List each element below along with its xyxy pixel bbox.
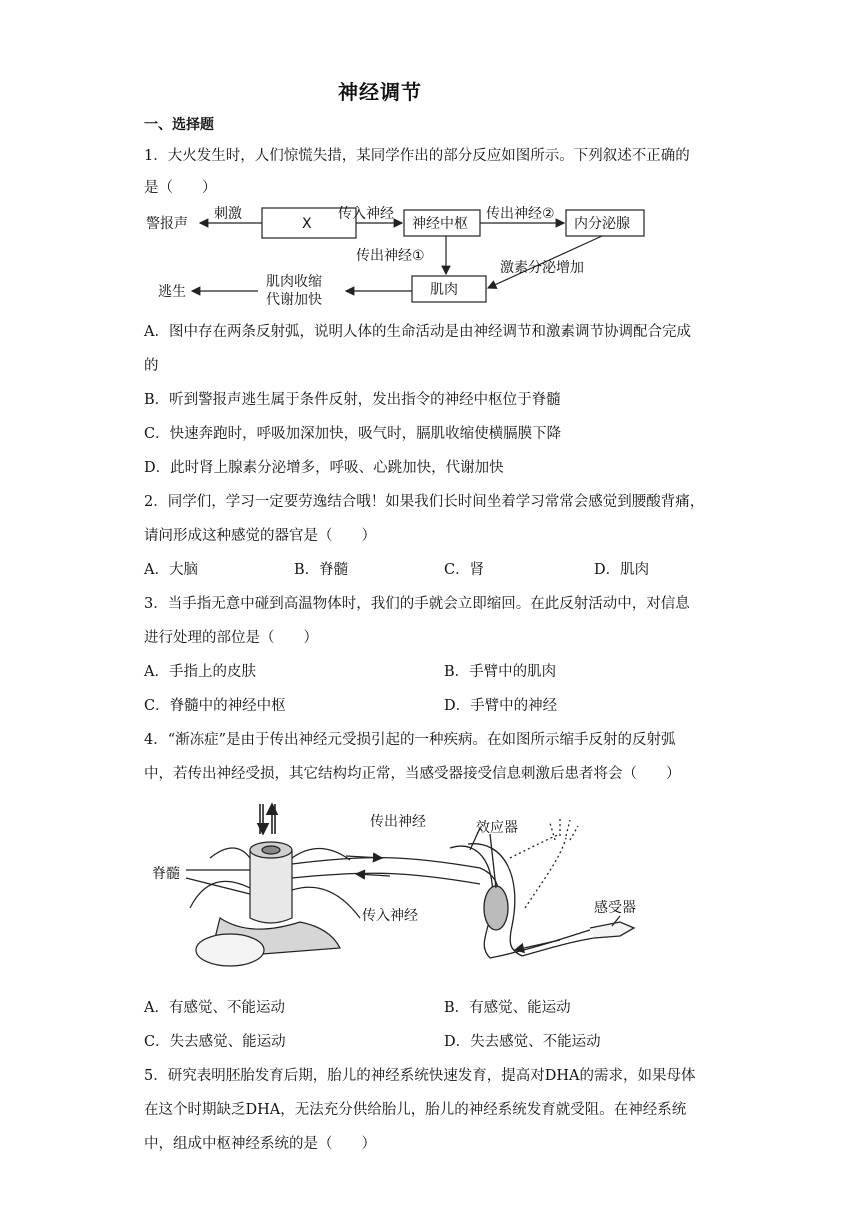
q5-stem-line-2: 在这个时期缺乏DHA，无法充分供给胎儿，胎儿的神经系统发育就受阻。在神经系统	[144, 1102, 687, 1118]
label-escape: 逃生	[158, 284, 186, 300]
label-efferent-nerve: 传出神经	[370, 814, 426, 830]
q2-option-c: C．肾	[444, 562, 485, 578]
spinal-cord-drawing	[190, 842, 360, 966]
q3-option-b: B．手臂中的肌肉	[444, 664, 557, 680]
q4-option-c: C．失去感觉、能运动	[144, 1034, 286, 1050]
q3-stem-line-2: 进行处理的部位是（ ）	[144, 630, 318, 646]
q1-option-a-line-1: A．图中存在两条反射弧，说明人体的生命活动是由神经调节和激素调节协调配合完成	[144, 324, 691, 340]
q4-option-d: D．失去感觉、不能运动	[444, 1034, 601, 1050]
q1-stem-line-1: 1．大火发生时，人们惊慌失措，某同学作出的部分反应如图所示。下列叙述不正确的	[144, 148, 690, 164]
q4-stem-line-1: 4．“渐冻症”是由于传出神经元受损引起的一种疾病。在如图所示缩手反射的反射弧	[144, 732, 676, 748]
section-heading: 一、选择题	[144, 117, 214, 133]
q2-option-b: B．脊髓	[294, 562, 349, 578]
q3-option-c: C．脊髓中的神经中枢	[144, 698, 286, 714]
q1-option-b: B．听到警报声逃生属于条件反射，发出指令的神经中枢位于脊髓	[144, 392, 561, 408]
label-efferent-2: 传出神经②	[486, 206, 555, 222]
q1-flow-diagram	[140, 198, 660, 310]
label-alarm: 警报声	[146, 216, 188, 232]
label-efferent-1: 传出神经①	[356, 248, 425, 264]
q2-stem-line-2: 请问形成这种感觉的器官是（ ）	[144, 528, 376, 544]
page-title: 神经调节	[338, 80, 422, 104]
label-center: 神经中枢	[412, 216, 468, 232]
label-spinal-cord: 脊髓	[152, 866, 180, 882]
q1-option-c: C．快速奔跑时，呼吸加深加快，吸气时，膈肌收缩使横膈膜下降	[144, 426, 562, 442]
q3-stem-line-1: 3．当手指无意中碰到高温物体时，我们的手就会立即缩回。在此反射活动中，对信息	[144, 596, 690, 612]
q1-option-a-line-2: 的	[144, 358, 159, 374]
label-gland: 内分泌腺	[574, 216, 630, 232]
q2-stem-line-1: 2．同学们，学习一定要劳逸结合哦！如果我们长时间坐着学习常常会感觉到腰酸背痛，	[144, 494, 705, 510]
q3-option-a: A．手指上的皮肤	[144, 664, 256, 680]
label-muscle-effect-1: 肌肉收缩	[266, 274, 322, 290]
q2-option-d: D．肌肉	[594, 562, 650, 578]
q4-option-a: A．有感觉、不能运动	[144, 1000, 285, 1016]
label-muscle-effect-2: 代谢加快	[266, 292, 322, 308]
label-effector: 效应器	[476, 820, 518, 836]
q4-option-b: B．有感觉、能运动	[444, 1000, 571, 1016]
label-x: X	[302, 216, 312, 232]
q1-option-d: D．此时肾上腺素分泌增多，呼吸、心跳加快，代谢加快	[144, 460, 504, 476]
label-afferent: 传入神经	[338, 206, 394, 222]
q4-stem-line-2: 中，若传出神经受损，其它结构均正常，当感受器接受信息刺激后患者将会（ ）	[144, 766, 681, 782]
label-stimulus: 刺激	[214, 206, 242, 222]
reflex-arc-figure	[150, 798, 650, 978]
q2-option-a: A．大脑	[144, 562, 198, 578]
label-afferent-nerve: 传入神经	[362, 908, 418, 924]
q1-stem-line-2: 是（ ）	[144, 180, 217, 196]
q5-stem-line-3: 中，组成中枢神经系统的是（ ）	[144, 1136, 376, 1152]
label-hormone: 激素分泌增加	[500, 260, 584, 276]
q3-option-d: D．手臂中的神经	[444, 698, 558, 714]
label-receptor: 感受器	[594, 900, 636, 916]
label-muscle: 肌肉	[430, 282, 458, 298]
q5-stem-line-1: 5．研究表明胚胎发育后期，胎儿的神经系统快速发育，提高对DHA的需求，如果母体	[144, 1068, 696, 1084]
